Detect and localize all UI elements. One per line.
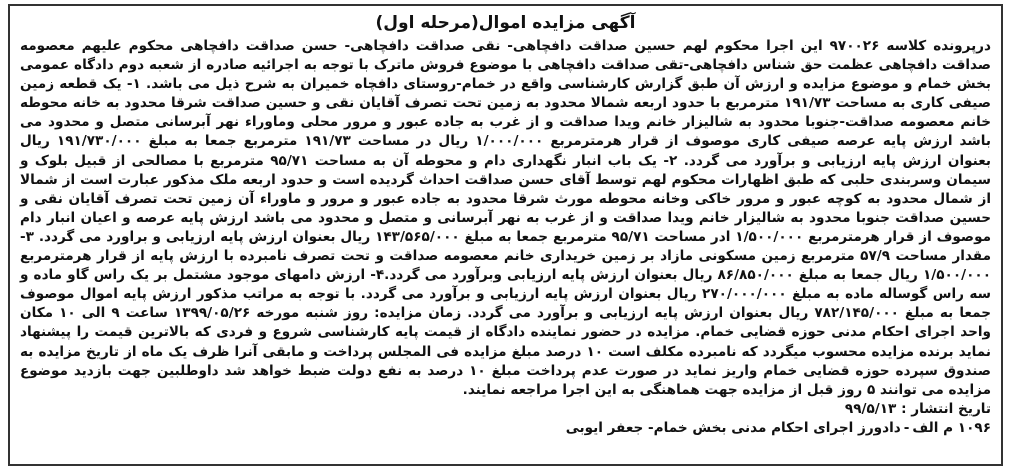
publish-date-line bbox=[20, 400, 991, 419]
separator: - bbox=[903, 419, 910, 436]
publish-date: ۹۹/۵/۱۳ bbox=[844, 400, 897, 417]
publish-date-label: تاریخ انتشار : bbox=[901, 400, 991, 417]
reference-code: ۱۰۹۶ م الف bbox=[912, 419, 991, 436]
official-signature: دادورز اجرای احکام مدنی بخش خمام- جعفر ایوبی bbox=[565, 419, 901, 436]
auction-notice bbox=[8, 4, 1003, 466]
notice-title: آگهی مزایده اموال(مرحله اول) bbox=[375, 13, 636, 33]
signature-line bbox=[20, 419, 991, 438]
notice-body: درپرونده کلاسه ۹۷۰۰۲۶ این اجرا محکوم لهم حسین صداقت دافچاهی- نقی صداقت دافچاهی- حسن صداقت دافچاهی محکوم علیهم معصومه صداقت دافچاهی عظمت حق شناس دافچاهی-تقی صداقت دافچاهی با موضوع فروش ماترک با توجه به اجرائیه صادره از شعبه دوم دادگاه عمومی بخش خمام و موضوع مزایده و ارزش آن طبق گزارش کارشناسی واقع در خمام-روستای دافچاه خمیران به شرح ذیل می باشد. ۱- یک قطعه زمین صیفی کاری به مساحت ۱۹۱/۷۳ مترمربع با حدود اربعه شمالا محدود به زمین تحت تصرف آقایان نقی و حسین صداقت شرقا محدود به خانه محوطه خانم معصومه صداقت-جنوبا محدود به شالیزار خانم ویدا صداقت و از غرب به جاده عبور و مرور محلی وماوراء نهر آبرسانی متصل و محدود می باشد ارزش پایه عرصه صیفی کاری موصوف از قرار هرمترمربع ۱/۰۰۰/۰۰۰ ریال در مساحت ۱۹۱/۷۳ مترمربع جمعا به مبلغ ۱۹۱/۷۳۰/۰۰۰ ریال بعنوان ارزش پایه ارزیابی و برآورد می گردد. ۲- یک باب انبار نگهداری دام و محوطه آن به مساحت ۹۵/۷۱ مترمربع با مصالحی از قبیل بلوک و سیمان وسربندی حلبی که طبق اظهارات محکوم لهم توسط آقای حسن صداقت احداث گردیده است و حدود اربعه ملک مذکور عبارت است از شمالا از شمال محدود به کوچه عبور و مرور خاکی وخانه محوطه مورث شرقا محدود به جاده عبور و مرور و ماوراء آن زمین تحت تصرف آقایان نقی و حسین صداقت جنوبا محدود به شالیزار خانم ویدا صداقت و از غرب به نهر آبرسانی و متصل و محدود می باشد ارزش پایه عرصه و اعیان انبار دام موصوف از قرار هرمترمربع ۱/۵۰۰/۰۰۰ ادر مساحت ۹۵/۷۱ مترمربع جمعا به مبلغ ۱۴۳/۵۶۵/۰۰۰ ریال بعنوان ارزش پایه ارزیابی و براورد می گردد. ۳- مقدار مساحت ۵۷/۹ مترمربع زمین مسکونی مازاد بر زمین خریداری خانم معصومه صداقت و تحت تصرف نامبرده با ارزش پایه از قرار هرمترمربع ۱/۵۰۰/۰۰۰ ریال جمعا به مبلغ ۸۶/۸۵۰/۰۰۰ ریال بعنوان ارزش پایه ارزیابی وبرآورد می گردد.۴- ارزش دامهای موجود مشتمل بر یک راس گاو ماده و سه راس گوساله ماده به مبلغ ۲۷۰/۰۰۰/۰۰۰ ریال بعنوان ارزش پایه ارزیابی و برآورد می گردد. با توجه به مراتب مذکور ارزش پایه اموال موصوف جمعا به مبلغ ۷۸۲/۱۴۵/۰۰۰ ریال بعنوان ارزش پایه ارزیابی و برآورد می گردد. زمان مزایده: روز شنبه مورخه ۱۳۹۹/۰۵/۲۶ ساعت ۹ الی ۱۰ مکان واحد اجرای احکام مدنی حوزه قضایی خمام. مزایده در حضور نماینده دادگاه از قیمت پایه کارشناسی شروع و فردی که بالاترین قیمت را پیشنهاد نماید برنده مزایده محسوب میگردد که نامبرده مکلف است ۱۰ درصد مبلغ مزایده فی المجلس پرداخت و مابقی آنرا ظرف یک ماه از تاریخ مزایده به صندوق سپرده حوزه قضایی خمام واریز نماید در صورت عدم پرداخت مبلغ ۱۰ درصد به نفع دولت ضبط خواهد شد داوطلبین جهت بازدید موضوع مزایده می توانند ۵ روز قبل از مزایده جهت هماهنگی به این اجرا مراجعه نمایند. bbox=[20, 38, 992, 398]
